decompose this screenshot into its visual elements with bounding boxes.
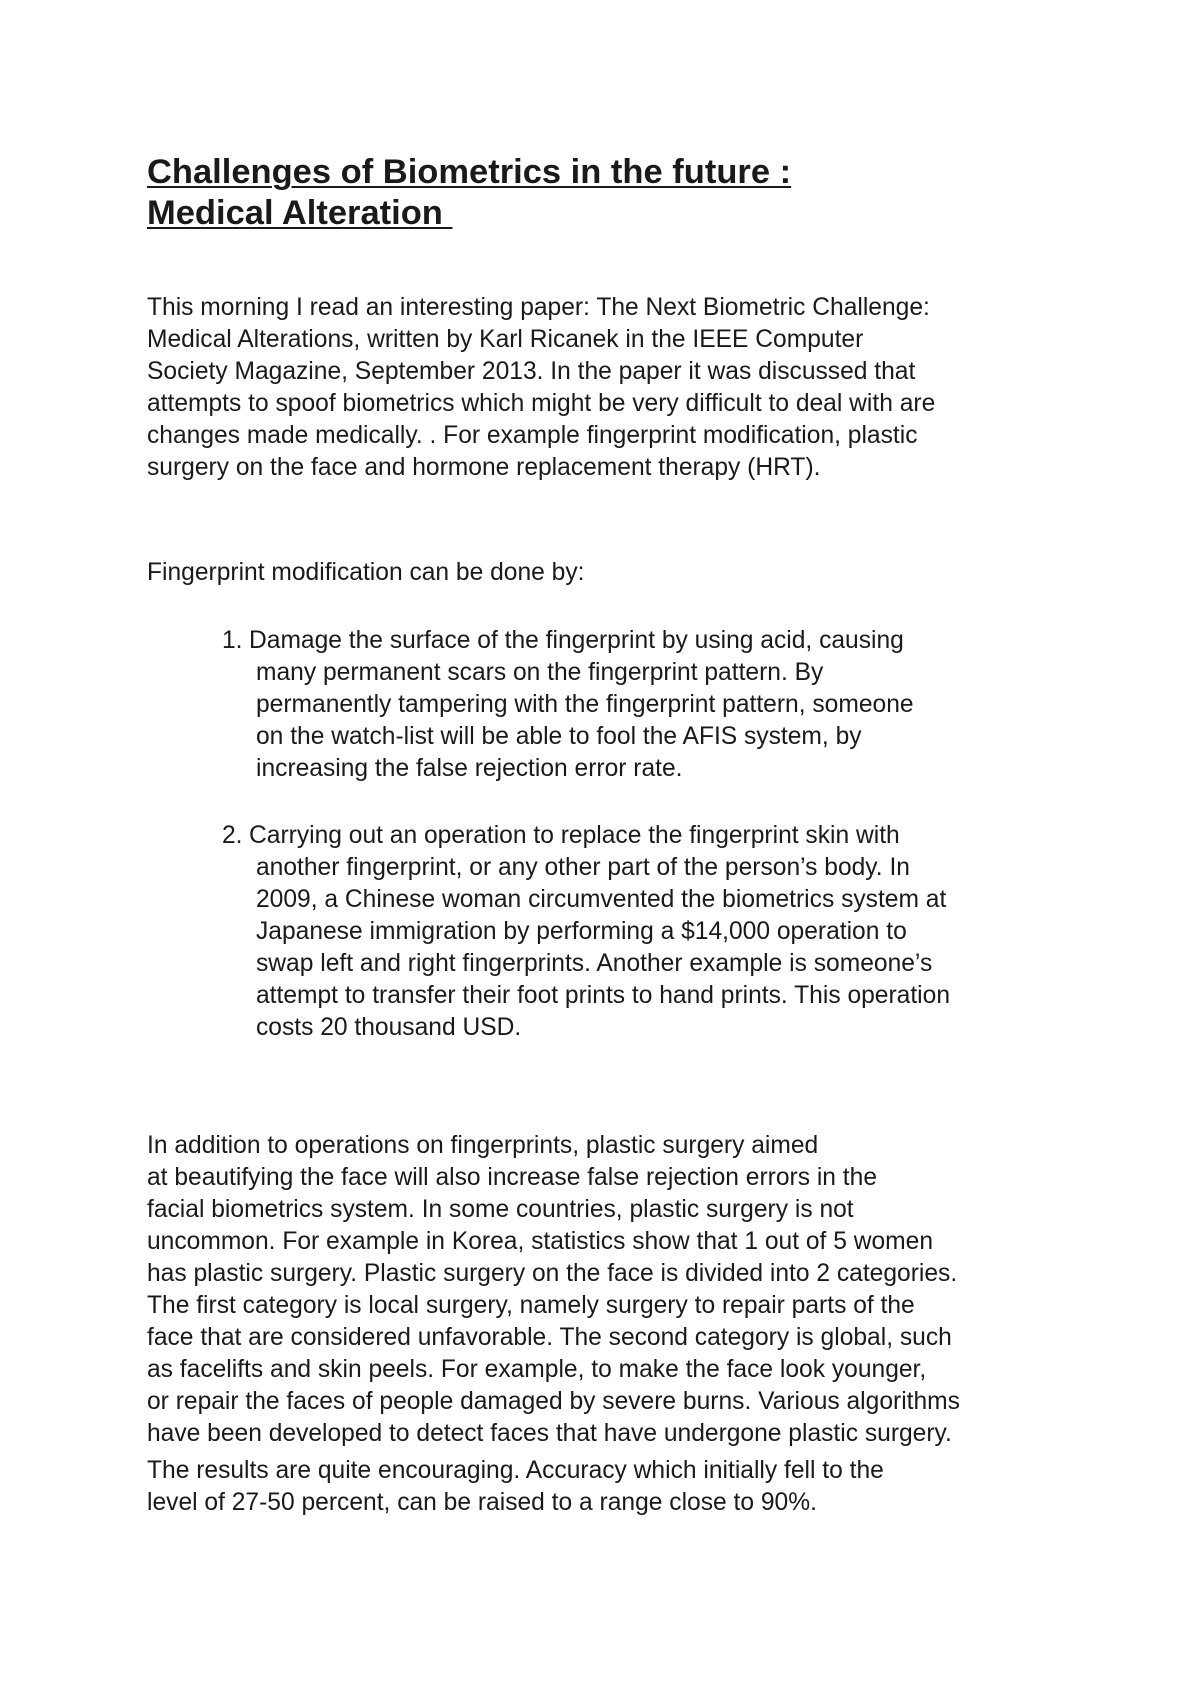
text-line: increasing the false rejection error rate. <box>256 755 683 782</box>
list-intro <box>147 557 1107 589</box>
text-line: as facelifts and skin peels. For example, to make the face look younger, <box>147 1356 927 1383</box>
text-line: facial biometrics system. In some countries, plastic surgery is not <box>147 1196 854 1223</box>
text-line: In addition to operations on fingerprints, plastic surgery aimed <box>147 1132 819 1159</box>
results-paragraph <box>147 1455 1107 1519</box>
text-line: at beautifying the face will also increase false rejection errors in the <box>147 1164 877 1191</box>
text-line: swap left and right fingerprints. Another example is someone’s <box>256 950 933 977</box>
text-line: Damage the surface of the fingerprint by using acid, causing <box>249 627 904 654</box>
title-line: Medical Alteration <box>147 194 453 232</box>
list-number: 1. <box>222 627 243 654</box>
text-line: 2009, a Chinese woman circumvented the biometrics system at <box>256 886 947 913</box>
text-line: attempts to spoof biometrics which might be very difficult to deal with are <box>147 390 936 417</box>
text-line: This morning I read an interesting paper: The Next Biometric Challenge: <box>147 294 930 321</box>
text-line: permanently tampering with the fingerprint pattern, someone <box>256 691 914 718</box>
intro-paragraph <box>147 292 1107 484</box>
text-line: level of 27-50 percent, can be raised to a range close to 90%. <box>147 1489 817 1516</box>
text-line: The first category is local surgery, namely surgery to repair parts of the <box>147 1292 915 1319</box>
text-line: has plastic surgery. Plastic surgery on the face is divided into 2 categories. <box>147 1260 958 1287</box>
surgery-paragraph <box>147 1130 1107 1450</box>
text-line: many permanent scars on the fingerprint pattern. By <box>256 659 824 686</box>
list-number: 2. <box>222 822 243 849</box>
text-line: or repair the faces of people damaged by severe burns. Various algorithms <box>147 1388 960 1415</box>
document-title <box>147 152 1047 234</box>
text-line: changes made medically. . For example fingerprint modification, plastic <box>147 422 918 449</box>
text-line: The results are quite encouraging. Accuracy which initially fell to the <box>147 1457 884 1484</box>
text-line: Carrying out an operation to replace the fingerprint skin with <box>249 822 900 849</box>
text-line: attempt to transfer their foot prints to hand prints. This operation <box>256 982 951 1009</box>
text-line: uncommon. For example in Korea, statistics show that 1 out of 5 women <box>147 1228 934 1255</box>
text-line: on the watch-list will be able to fool the AFIS system, by <box>256 723 862 750</box>
text-line: face that are considered unfavorable. The second category is global, such <box>147 1324 952 1351</box>
list-item <box>0 625 1200 785</box>
text-line: costs 20 thousand USD. <box>256 1014 522 1041</box>
text-line: have been developed to detect faces that have undergone plastic surgery. <box>147 1420 952 1447</box>
text-line: another fingerprint, or any other part of the person’s body. In <box>256 854 910 881</box>
text-line: surgery on the face and hormone replacement therapy (HRT). <box>147 454 821 481</box>
text-line: Japanese immigration by performing a $14,000 operation to <box>256 918 907 945</box>
text-line: Fingerprint modification can be done by: <box>147 559 585 586</box>
text-line: Medical Alterations, written by Karl Ricanek in the IEEE Computer <box>147 326 864 353</box>
text-line: Society Magazine, September 2013. In the paper it was discussed that <box>147 358 916 385</box>
list-item <box>0 820 1200 1044</box>
title-line: Challenges of Biometrics in the future : <box>147 153 792 191</box>
